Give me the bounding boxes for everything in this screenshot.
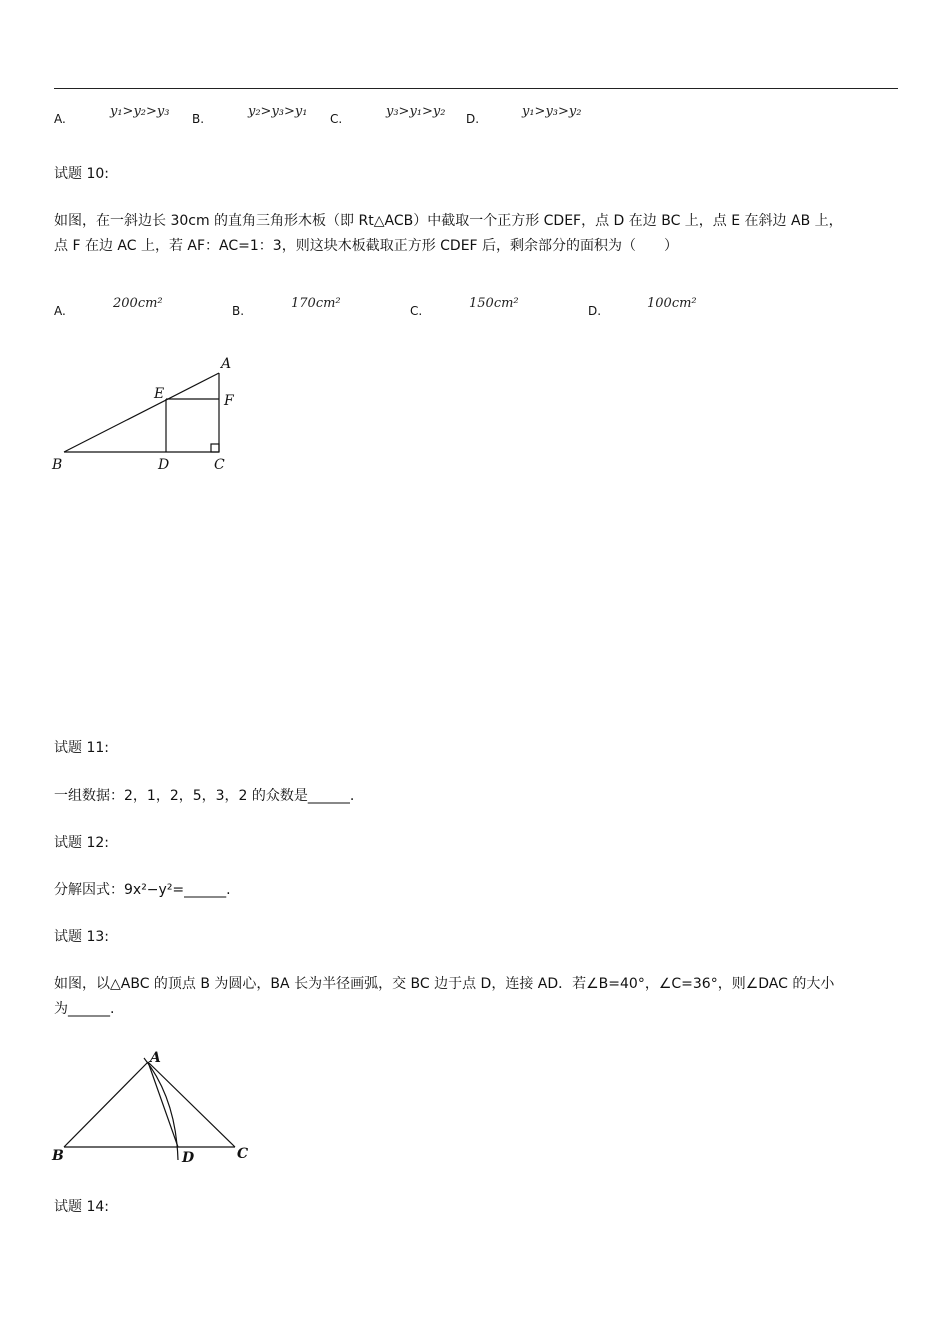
label-c: C: [214, 457, 225, 473]
q11-heading: 试题 11:: [54, 740, 109, 756]
arc-center-b: [144, 1058, 178, 1160]
q13-text: [54, 972, 900, 1022]
q10-text-line1: 如图，在一斜边长 30cm 的直角三角形木板（即 Rt△ACB）中截取一个正方形 CDEF，点 D 在边 BC 上，点 E 在斜边 AB 上，: [54, 213, 843, 229]
q9-option-c-label: C.: [330, 112, 343, 126]
q10-option-b-label: B.: [232, 304, 245, 318]
q9-option-b-expr: y₂>y₃>y₁: [248, 104, 308, 119]
q12-heading: 试题 12:: [54, 835, 109, 851]
label-c: C: [237, 1146, 249, 1162]
q10-figure: [48, 352, 248, 476]
q10-heading: 试题 10:: [54, 166, 109, 182]
header-rule: [54, 88, 898, 89]
q13-heading: 试题 13:: [54, 929, 109, 945]
label-a: A: [150, 1050, 161, 1066]
q10-option-a-value: 200cm²: [113, 296, 163, 311]
segment-ad: [148, 1062, 178, 1147]
q11-text: 一组数据：2，1，2，5，3，2 的众数是______.: [54, 788, 355, 804]
q10-option-d-value: 100cm²: [647, 296, 697, 311]
q10-option-c-label: C.: [410, 304, 423, 318]
q12-text: 分解因式：9x²−y²=______.: [54, 882, 231, 898]
q10-option-a-label: A.: [54, 304, 66, 318]
segment-ba: [64, 1062, 148, 1147]
label-d: D: [182, 1150, 195, 1166]
q14-heading: 试题 14:: [54, 1199, 109, 1215]
segment-ac: [148, 1062, 235, 1147]
q9-option-b-label: B.: [192, 112, 205, 126]
label-b: B: [52, 457, 63, 473]
q9-option-c-expr: y₃>y₁>y₂: [386, 104, 446, 119]
label-f: F: [224, 393, 234, 409]
q10-option-b-value: 170cm²: [291, 296, 341, 311]
label-b: B: [52, 1148, 64, 1164]
q10-text: [54, 209, 900, 259]
label-a: A: [221, 356, 232, 372]
q10-option-c-value: 150cm²: [469, 296, 519, 311]
q13-text-line1: 如图，以△ABC 的顶点 B 为圆心，BA 长为半径画弧，交 BC 边于点 D，连接 AD．若∠B=40°，∠C=36°，则∠DAC 的大小: [54, 976, 835, 992]
label-e: E: [154, 386, 165, 402]
label-d: D: [158, 457, 170, 473]
q9-option-d-expr: y₁>y₃>y₂: [522, 104, 582, 119]
q10-text-line2: 点 F 在边 AC 上，若 AF：AC=1：3，则这块木板截取正方形 CDEF 后，剩余部分的面积为（ ）: [54, 238, 679, 254]
q9-option-a-label: A.: [54, 112, 66, 126]
right-angle-mark: [211, 444, 219, 452]
q10-option-d-label: D.: [588, 304, 602, 318]
q13-text-line2: 为______.: [54, 1001, 115, 1017]
q9-option-a-expr: y₁>y₂>y₃: [110, 104, 170, 119]
segment-ba: [64, 373, 219, 452]
q13-figure: [48, 1048, 258, 1170]
q9-option-d-label: D.: [466, 112, 480, 126]
